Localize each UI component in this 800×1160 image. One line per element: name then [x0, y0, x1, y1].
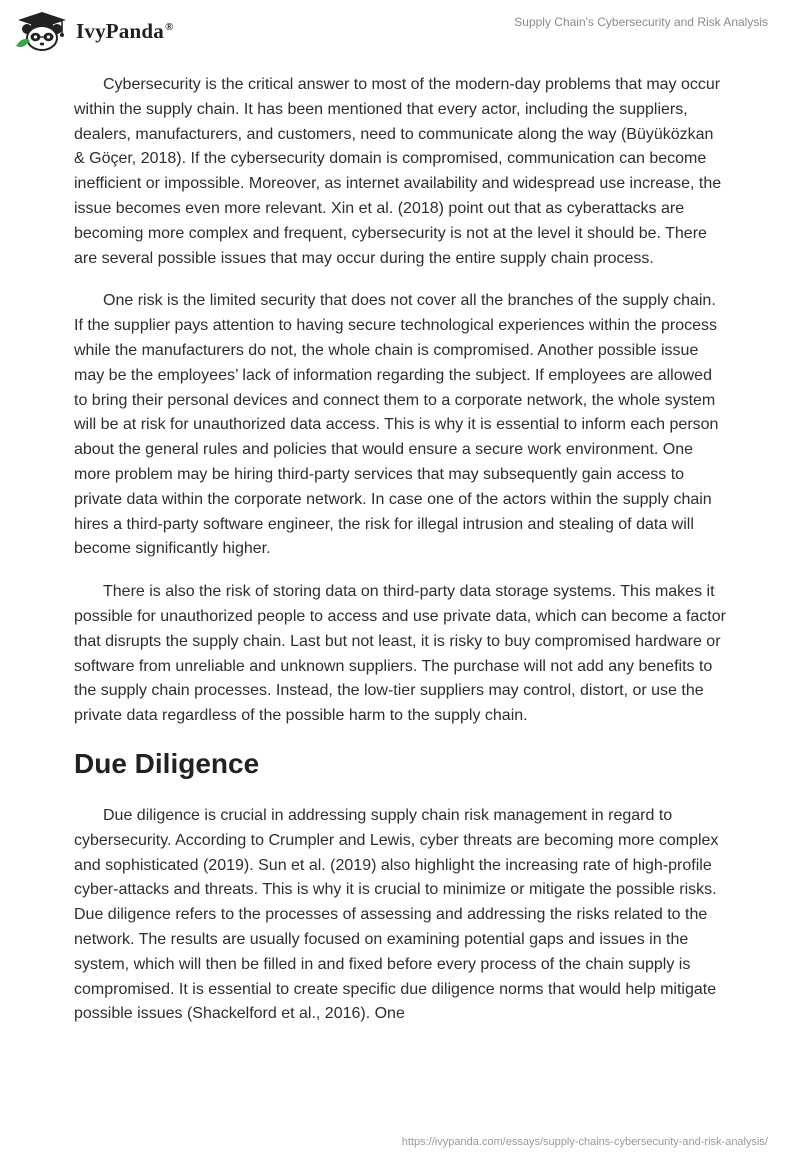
paragraph: Due diligence is crucial in addressing supply chain risk management in regard to cybersecurity. According to Crumpler and Lewis, cyber threats are becoming more complex and sophisticated (2019). Sun et al. (2019) also highlight the increasing rate of high-profile cyber-attacks and threats. This is why it is crucial to minimize or mitigate the possible risks. Due diligence refers to the processes of assessing and addressing the risks related to the network. The results are usually focused on examining potential gaps and issues in the system, which will then be filled in and fixed before every process of the chain supply is compromised. It is essential to create specific due diligence norms that would help mitigate possible issues (Shackelford et al., 2016). One	[74, 806, 719, 1023]
ivypanda-logo[interactable]	[14, 10, 173, 52]
paragraph: One risk is the limited security that does not cover all the branches of the supply chain. If the supplier pays attention to having secure technological experiences within the process while the manufacturers do not, the whole chain is compromised. Another possible issue may be the employees’ lack of information regarding the subject. If employees are allowed to bring their personal devices and connect them to a corporate network, the whole system will be at risk for unauthorized data access. This is why it is essential to inform each person about the general rules and policies that would ensure a secure work environment. One more problem may be hiring third-party services that may subsequently gain access to private data within the corporate network. In case one of the actors within the supply chain hires a third-party software engineer, the risk for illegal intrusion and stealing of data will become significantly higher.	[74, 292, 719, 558]
document-title: Supply Chain's Cybersecurity and Risk Analysis	[514, 15, 768, 29]
paragraph: There is also the risk of storing data on third-party data storage systems. This makes it possible for unauthorized people to access and use private data, which can become a factor that disrupts the supply chain. Last but not least, it is risky to buy compromised hardware or software from unreliable and unknown suppliers. The purchase will not add any benefits to the supply chain processes. Instead, the low-tier suppliers may control, distort, or use the private data regardless of the possible harm to the supply chain.	[74, 583, 726, 725]
panda-graduate-icon	[14, 10, 70, 52]
source-url[interactable]: https://ivypanda.com/essays/supply-chains-cybersecurity-and-risk-analysis/	[401, 1136, 768, 1148]
brand-name: IvyPanda®	[76, 18, 174, 43]
section-heading: Due Diligence	[74, 747, 260, 779]
page-header	[0, 0, 800, 62]
essay-body	[74, 73, 726, 1045]
paragraph: Cybersecurity is the critical answer to most of the modern-day problems that may occur within the supply chain. It has been mentioned that every actor, including the suppliers, dealers, manufacturers, and customers, need to communicate along the way (Büyüközkan & Göçer, 2018). If the cybersecurity domain is compromised, communication can become inefficient or impossible. Moreover, as internet availability and widespread use increase, the issue becomes even more relevant. Xin et al. (2018) point out that as cyberattacks are becoming more complex and frequent, cybersecurity is not at the level it should be. There are several possible issues that may occur during the entire supply chain process.	[74, 76, 722, 267]
